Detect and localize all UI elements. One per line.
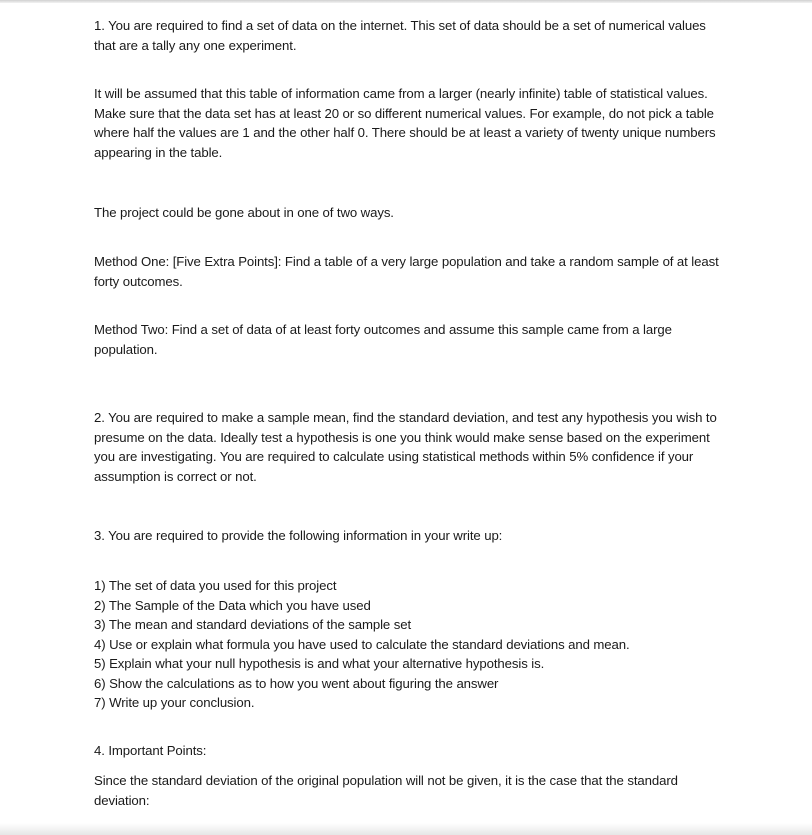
- requirements-list: [94, 576, 724, 713]
- paragraph-two-ways: The project could be gone about in one of two ways.: [94, 205, 394, 220]
- list-item: 4) Use or explain what formula you have used to calculate the standard deviations and mean.: [94, 636, 630, 652]
- list-item: 5) Explain what your null hypothesis is and what your alternative hypothesis is.: [94, 656, 545, 671]
- paragraph-assumption: It will be assumed that this table of information came from a larger (nearly infinite) table of statistical values. Make sure that the data set has at least 20 or so different numerical values. For example, do not pick a table where half the values are 1 and the other half 0. There should be at least a variety of twenty unique numbers appearing in the table.: [94, 86, 716, 160]
- list-item: 3) The mean and standard deviations of the sample set: [94, 617, 412, 632]
- list-item: 7) Write up your conclusion.: [94, 695, 255, 710]
- paragraph-method-two: Method Two: Find a set of data of at least forty outcomes and assume this sample came from a large population.: [94, 322, 672, 357]
- list-item: 1) The set of data you used for this project: [94, 578, 337, 593]
- paragraph-task-3: 3. You are required to provide the following information in your write up:: [94, 528, 503, 543]
- bottom-shadow: [0, 823, 812, 835]
- list-item: 6) Show the calculations as to how you went about figuring the answer: [94, 675, 499, 691]
- paragraph-important-points: Since the standard deviation of the original population will not be given, it is the case that the standard deviation:: [94, 773, 678, 808]
- list-item: 2) The Sample of the Data which you have used: [94, 597, 371, 613]
- paragraph-task-1: 1. You are required to find a set of data on the internet. This set of data should be a set of numerical values that are a tally any one experiment.: [94, 18, 706, 53]
- paragraph-task-2: 2. You are required to make a sample mean, find the standard deviation, and test any hypothesis you wish to presume on the data. Ideally test a hypothesis is one you think would make sense based on the experiment you are investigating. You are required to calculate using statistical methods within 5% confidence if your assumption is correct or not.: [94, 410, 717, 484]
- paragraph-method-one: Method One: [Five Extra Points]: Find a table of a very large population and take a random sample of at least forty outcomes.: [94, 254, 719, 289]
- important-points-heading: 4. Important Points:: [94, 743, 207, 758]
- top-divider: [0, 0, 812, 3]
